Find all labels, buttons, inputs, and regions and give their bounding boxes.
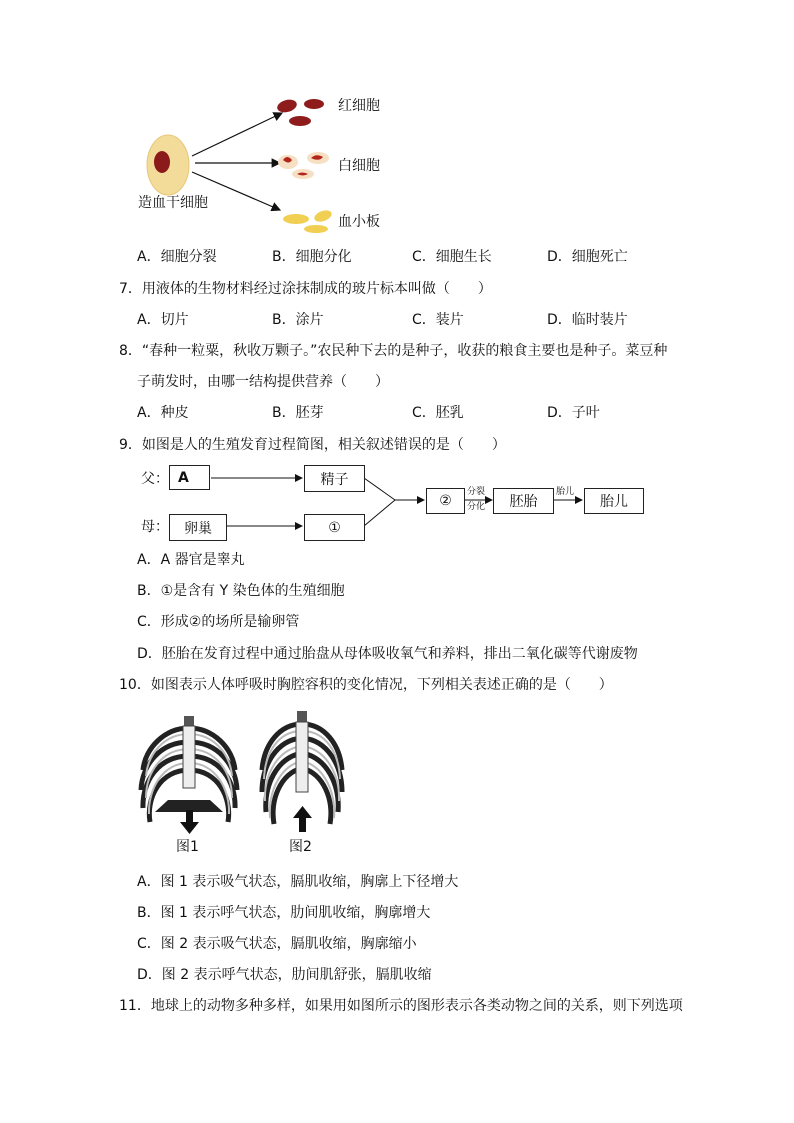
rib-cage-1 bbox=[141, 716, 237, 834]
fig2-label: 图2 bbox=[289, 839, 312, 855]
q7-stem: 7．用液体的生物材料经过涂抹制成的玻片标本叫做（ ） bbox=[119, 281, 492, 297]
box-ovary: 卵巢 bbox=[169, 514, 227, 541]
box-embryo: 胚胎 bbox=[493, 488, 554, 514]
arrow-label-division: 分裂 bbox=[467, 487, 486, 497]
q8-stem-line1: 8．“春种一粒粟，秋收万颗子。”农民种下去的是种子，收获的粮食主要也是种子。菜豆种 bbox=[119, 343, 668, 359]
q9-option-b: B．①是含有 Y 染色体的生殖细胞 bbox=[137, 583, 345, 599]
q10-option-a: A．图 1 表示吸气状态，膈肌收缩，胸廓上下径增大 bbox=[137, 874, 459, 890]
q10-option-d: D．图 2 表示呼气状态，肋间肌舒张，膈肌收缩 bbox=[137, 967, 432, 983]
red-cell-label: 红细胞 bbox=[338, 98, 380, 114]
q8-option-a: A．种皮 bbox=[137, 405, 189, 421]
q6-option-c: C．细胞生长 bbox=[412, 249, 492, 265]
q8-option-b: B．胚芽 bbox=[272, 405, 324, 421]
father-label: 父： bbox=[141, 471, 169, 487]
rib-cage-2 bbox=[262, 711, 342, 832]
box-sperm: 精子 bbox=[304, 465, 365, 492]
q6-option-d: D．细胞死亡 bbox=[547, 249, 628, 265]
q7-option-c: C．装片 bbox=[412, 312, 464, 328]
q7-option-a: A．切片 bbox=[137, 312, 189, 328]
white-cell-label: 白细胞 bbox=[338, 158, 380, 174]
box-circle-1: ① bbox=[304, 514, 365, 541]
q7-option-d: D．临时装片 bbox=[547, 312, 628, 328]
q9-option-c: C．形成②的场所是输卵管 bbox=[137, 614, 300, 630]
q6-option-a: A．细胞分裂 bbox=[137, 249, 217, 265]
arrow-label-fetus: 胎儿 bbox=[556, 487, 575, 497]
mother-label: 母： bbox=[141, 519, 169, 535]
box-fetus: 胎儿 bbox=[584, 488, 644, 514]
q6-option-b: B．细胞分化 bbox=[272, 249, 352, 265]
stem-cell-label: 造血干细胞 bbox=[138, 195, 208, 211]
q8-option-d: D．子叶 bbox=[547, 405, 600, 421]
q11-stem: 11．地球上的动物多种多样，如果用如图所示的图形表示各类动物之间的关系，则下列选项 bbox=[119, 998, 683, 1014]
box-a: A bbox=[169, 465, 210, 490]
q9-option-d: D．胚胎在发育过程中通过胎盘从母体吸收氧气和养料，排出二氧化碳等代谢废物 bbox=[137, 646, 638, 662]
q8-option-c: C．胚乳 bbox=[412, 405, 464, 421]
fig1-label: 图1 bbox=[176, 839, 199, 855]
q10-stem: 10．如图表示人体呼吸时胸腔容积的变化情况，下列相关表述正确的是（ ） bbox=[119, 677, 613, 693]
q10-option-c: C．图 2 表示吸气状态，膈肌收缩，胸廓缩小 bbox=[137, 936, 417, 952]
box-circle-2: ② bbox=[426, 488, 465, 514]
q9-stem: 9．如图是人的生殖发育过程简图，相关叙述错误的是（ ） bbox=[119, 437, 506, 453]
platelet-label: 血小板 bbox=[338, 214, 380, 230]
q8-stem-line2: 子萌发时，由哪一结构提供营养（ ） bbox=[137, 374, 389, 390]
q10-option-b: B．图 1 表示呼气状态，肋间肌收缩，胸廓增大 bbox=[137, 905, 431, 921]
arrow-label-differentiation: 分化 bbox=[467, 502, 486, 512]
q7-option-b: B．涂片 bbox=[272, 312, 324, 328]
q9-option-a: A．A 器官是睾丸 bbox=[137, 552, 245, 568]
